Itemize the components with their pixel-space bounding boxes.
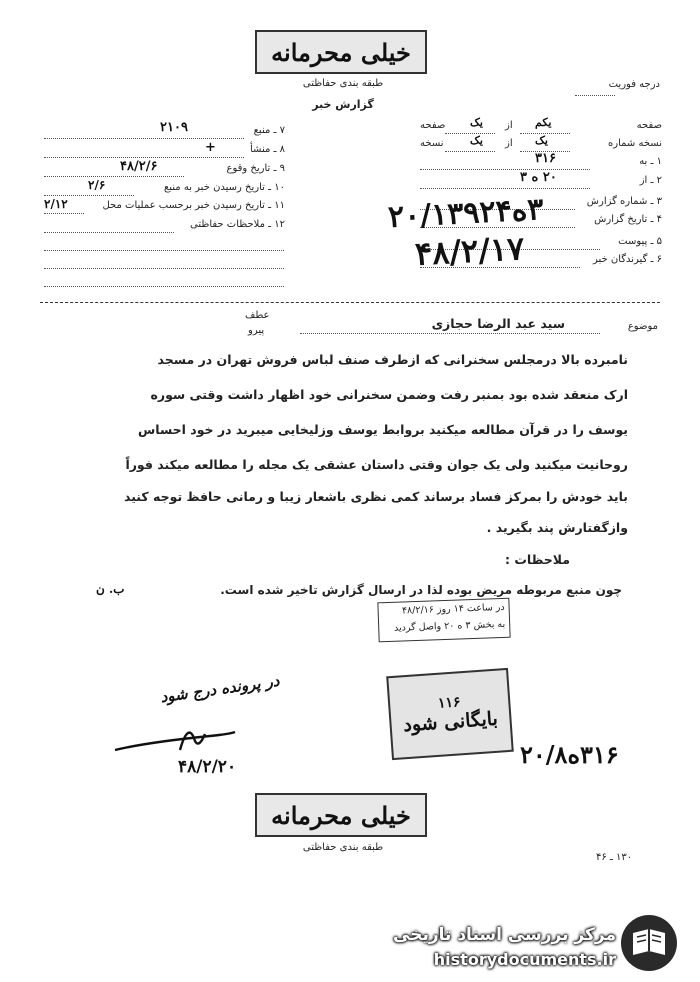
field-copy-a: یک [535, 134, 548, 147]
field-copy-label: نسخه شماره [608, 138, 662, 149]
classification-stamp-top [255, 30, 427, 74]
remarks-tail: ب. ن [96, 582, 125, 596]
subject-value: سید عبد الرضا حجازی [431, 316, 565, 331]
classification-caption-bottom: طبقه بندی حفاظتی [302, 842, 384, 853]
field-page-b: از [505, 120, 513, 131]
handwritten-report-number: ۳ه۲۰/۱۳۹۲۴ [387, 191, 545, 236]
receipt-stamp [377, 598, 510, 643]
handwritten-report-date: ۴۸/۲/۱۷ [414, 229, 526, 273]
receipt-stamp-line2: به بخش ۳ ه ۲۰ واصل گردید [393, 618, 506, 634]
footer-logo [621, 915, 677, 971]
field-source-label: ۷ ـ منبع [253, 125, 285, 136]
field-occurrence-date-value: ۴۸/۲/۶ [120, 159, 158, 174]
field-recipients-label: ۶ ـ گیرندگان خبر [592, 254, 662, 265]
field-page-a: یکم [535, 116, 552, 129]
field-operation-date-label: ۱۱ ـ تاریخ رسیدن خبر برحسب عملیات محل [102, 200, 285, 211]
priority-label: درجه فوریت [608, 79, 660, 90]
field-attachment-label: ۵ ـ پیوست [618, 236, 662, 247]
side-ref-bottom: پیرو [248, 325, 265, 336]
field-page-label: صفحه [636, 120, 662, 131]
remarks-text: چون منبع مربوطه مریض بوده لذا در ارسال گزارش تاخیر شده است. [220, 583, 622, 597]
classification-caption-top: طبقه بندی حفاظتی [302, 78, 384, 89]
report-title: گزارش خبر [312, 98, 374, 111]
signature-date: ۴۸/۲/۲۰ [178, 757, 237, 777]
side-ref-top: عطف [245, 310, 270, 321]
receipt-stamp-line1: در ساعت ۱۴ روز ۴۸/۲/۱۶ [401, 601, 505, 617]
classification-stamp-bottom-text: خیلی محرمانه [271, 800, 411, 830]
field-source-value: ۲۱۰۹ [160, 120, 188, 135]
body-line: وازگفتارش پند بگیرید . [486, 520, 628, 535]
field-copy-d: نسخه [420, 138, 444, 149]
body-line: یوسف را در قرآن مطالعه میکنید بروابط یوسف وزلیخایی میبرید در خود احساس [138, 422, 628, 437]
field-copy-c: یک [470, 134, 483, 147]
archive-stamp [386, 668, 514, 760]
field-from-label: ۲ ـ از [639, 175, 662, 186]
classification-stamp-bottom [255, 793, 427, 837]
field-operation-date-value: ۲/۱۲ [44, 197, 68, 211]
field-origin-label: ۸ ـ منشأ [249, 144, 285, 155]
handwritten-note: در پرونده درج شود [159, 671, 281, 707]
archive-stamp-number: ۱۱۶ [437, 694, 462, 712]
footer-website[interactable]: historydocuments.ir [433, 950, 616, 969]
field-from-value: ۲۰ ه ۳ [520, 170, 557, 185]
subject-label: موضوع [627, 321, 658, 332]
signature [110, 722, 240, 762]
field-origin-value: + [205, 140, 216, 155]
field-copy-b: از [505, 138, 513, 149]
classification-stamp-top-text: خیلی محرمانه [271, 37, 411, 67]
field-security-notes-label: ۱۲ ـ ملاحظات حفاظتی [190, 219, 285, 230]
book-logo-icon [629, 925, 669, 961]
body-line: ارک منعقد شده بود بمنبر رفت وضمن سخنرانی خود اظهار داشت وقتی سوره [150, 387, 628, 402]
field-report-date-label: ۴ ـ تاریخ گزارش [594, 214, 662, 225]
field-news-received-label: ۱۰ ـ تاریخ رسیدن خبر به منبع [163, 182, 285, 193]
body-line: باید خودش را بمرکز فساد برساند کمی نظری باشعار زیبا و رمانی حافظ توجه کنید [123, 489, 628, 504]
footer-org-name: مرکز بررسی اسناد تاریخی [393, 925, 616, 945]
form-code: ۱۳۰ ـ ۴۶ [596, 852, 633, 863]
field-to-label: ۱ ـ به [639, 156, 662, 167]
field-news-received-value: ۲/۶ [88, 178, 106, 192]
field-occurrence-date-label: ۹ ـ تاریخ وقوع [226, 163, 285, 174]
remarks-label: ملاحظات : [504, 552, 570, 567]
field-page-d: صفحه [420, 120, 446, 131]
field-to-value: ۳۱۶ [535, 151, 556, 166]
section-divider [40, 302, 660, 303]
body-line: روحانیت میکنید ولی یک جوان وقتی داستان عشقی یک مجله را مطالعه میکند فوراً [125, 457, 628, 472]
archive-number: ۳۱۶ه۲۰/۸ [520, 740, 619, 769]
archive-stamp-text: بایگانی شود [402, 707, 499, 737]
field-page-c: یک [470, 116, 483, 129]
field-report-number-label: ۳ ـ شماره گزارش [586, 196, 662, 207]
body-line: نامبرده بالا درمجلس سخنرانی که ازطرف صنف لباس فروش تهران در مسجد [157, 352, 628, 367]
